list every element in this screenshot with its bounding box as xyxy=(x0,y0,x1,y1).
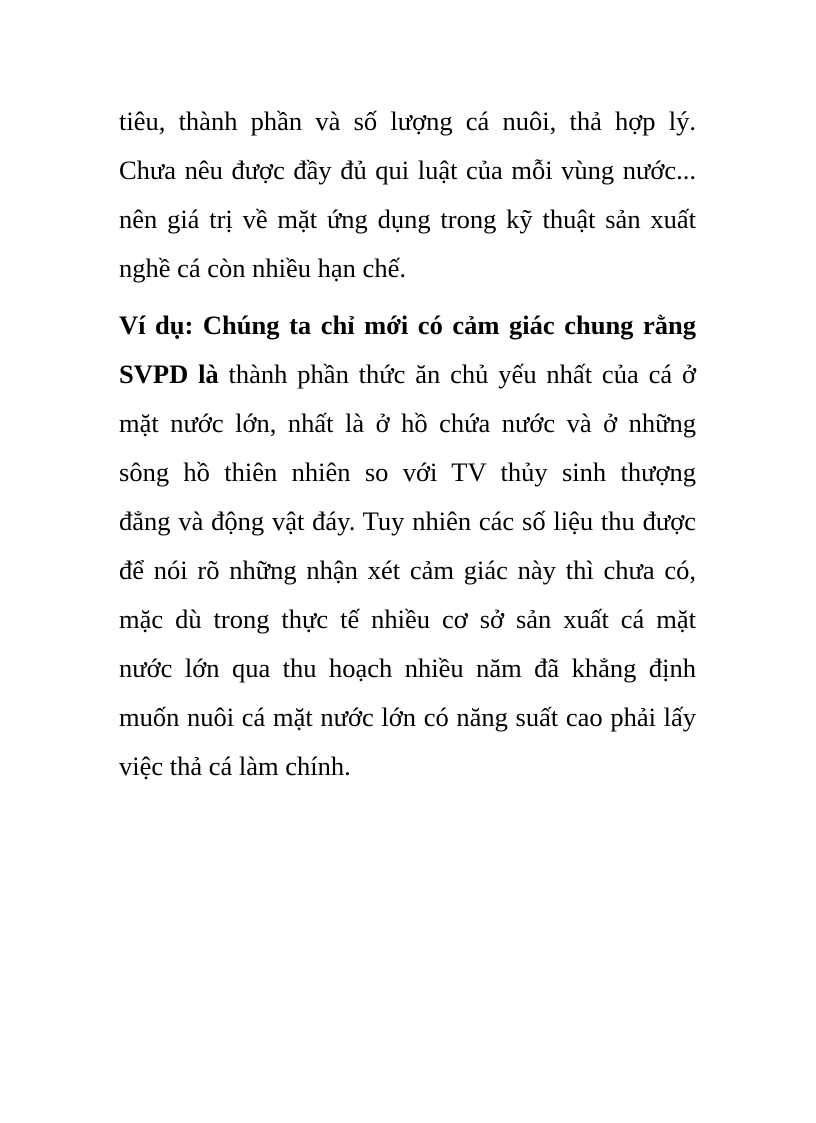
paragraph2-line-9: muốn nuôi cá mặt nước lớn có năng suất cao phải lấy xyxy=(119,702,696,732)
paragraph1-line-1: tiêu, thành phần và số lượng cá nuôi, thả hợp lý. xyxy=(119,106,696,136)
paragraph2-line-8: nước lớn qua thu hoạch nhiều năm đã khẳng định xyxy=(119,653,696,683)
paragraph2-line-1: Ví dụ: Chúng ta chỉ mới có cảm giác chung rằng xyxy=(119,310,696,340)
paragraph1-line-3: nên giá trị về mặt ứng dụng trong kỹ thuật sản xuất xyxy=(119,204,696,234)
paragraph1-line-4: nghề cá còn nhiều hạn chế. xyxy=(119,253,406,283)
paragraph2-line-2 xyxy=(119,356,696,392)
paragraph2-line-10: việc thả cá làm chính. xyxy=(119,751,351,781)
paragraph2-line-7: mặc dù trong thực tế nhiều cơ sở sản xuất cá mặt xyxy=(119,604,696,634)
paragraph2-line-5: đẳng và động vật đáy. Tuy nhiên các số liệu thu được xyxy=(119,506,696,536)
paragraph2-line-6: để nói rõ những nhận xét cảm giác này thì chưa có, xyxy=(119,555,696,585)
paragraph2-bold-lead: SVPD là xyxy=(119,359,219,389)
paragraph2-line-4: sông hồ thiên nhiên so với TV thủy sinh thượng xyxy=(119,457,696,487)
paragraph2-line-3: mặt nước lớn, nhất là ở hồ chứa nước và ở những xyxy=(119,408,696,438)
paragraph2-line-2-rest: thành phần thức ăn chủ yếu nhất của cá ở xyxy=(218,359,696,389)
paragraph1-line-2: Chưa nêu được đầy đủ qui luật của mỗi vùng nước... xyxy=(119,155,696,185)
